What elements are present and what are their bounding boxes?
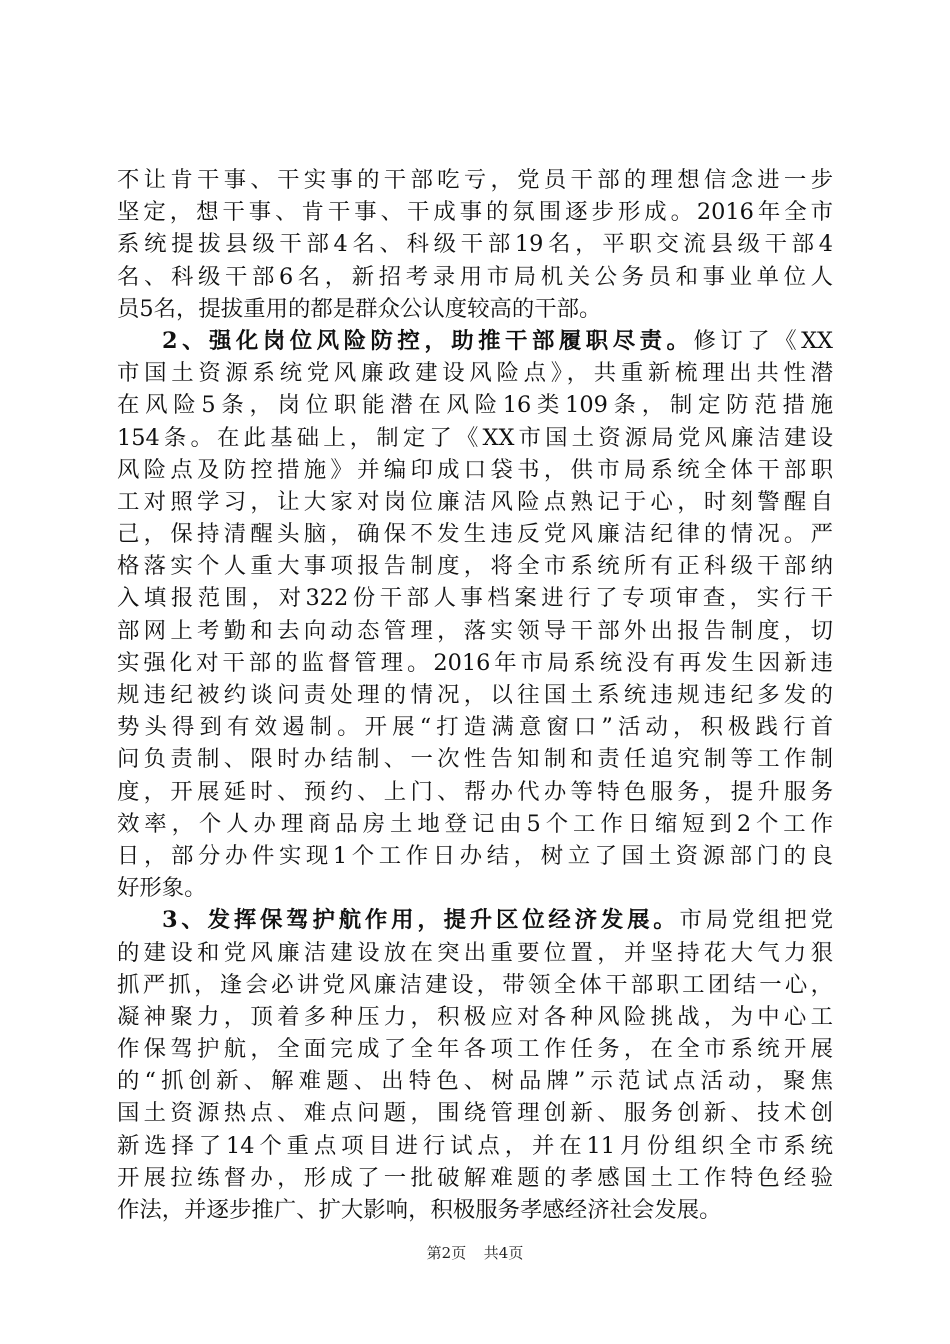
section-heading: 3、发挥保驾护航作用，提升区位经济发展。	[162, 907, 680, 934]
text-line: 员5名，提拔重用的都是群众公认度较高的干部。	[117, 295, 602, 322]
text-line: 好形象。	[117, 875, 207, 902]
paragraph-first-line	[117, 325, 833, 357]
text-line: 己，保持清醒头脑，确保不发生违反党风廉洁纪律的情况。严	[117, 521, 833, 548]
text-line: 实强化对干部的监督管理。2016年市局系统没有再发生因新违	[117, 649, 833, 676]
text-segment: 修订了《XX	[693, 327, 833, 354]
text-segment: 市局党组把党	[679, 907, 833, 934]
text-line: 工对照学习，让大家对岗位廉洁风险点熟记于心，时刻警醒自	[117, 488, 833, 515]
text-line: 日，部分办件实现1个工作日办结，树立了国土资源部门的良	[117, 842, 833, 869]
text-line: 格落实个人重大事项报告制度，将全市系统所有正科级干部纳	[117, 553, 833, 580]
text-line: 度，开展延时、预约、上门、帮办代办等特色服务，提升服务	[117, 778, 833, 805]
text-line: 入填报范围，对322份干部人事档案进行了专项审查，实行干	[117, 585, 833, 612]
text-line: 新选择了14个重点项目进行试点，并在11月份组织全市系统	[117, 1132, 833, 1159]
paragraph	[117, 904, 833, 1226]
paragraph	[117, 325, 833, 904]
text-line: 问负责制、限时办结制、一次性告知制和责任追究制等工作制	[117, 746, 833, 773]
page-total: 共4页	[483, 1244, 524, 1262]
text-line: 154条。在此基础上，制定了《XX市国土资源局党风廉洁建设	[117, 424, 833, 451]
text-line: 风险点及防控措施》并编印成口袋书，供市局系统全体干部职	[117, 456, 833, 483]
text-line: 开展拉练督办，形成了一批破解难题的孝感国土工作特色经验	[117, 1164, 833, 1191]
text-line: 的“抓创新、解难题、出特色、树品牌”示范试点活动，聚焦	[117, 1068, 833, 1095]
text-line: 规违纪被约谈问责处理的情况，以往国土系统违规违纪多发的	[117, 682, 833, 708]
text-line: 抓严抓，逢会必讲党风廉洁建设，带领全体干部职工团结一心，	[117, 971, 833, 998]
page-footer	[0, 1243, 950, 1263]
text-line: 坚定，想干事、肯干事、干成事的氛围逐步形成。2016年全市	[117, 199, 833, 226]
paragraph	[117, 164, 833, 325]
text-line: 势头得到有效遏制。开展“打造满意窗口”活动，积极践行首	[117, 714, 833, 741]
document-body	[117, 164, 833, 1226]
text-line: 部网上考勤和去向动态管理，落实领导干部外出报告制度，切	[117, 617, 833, 644]
text-line: 作法，并逐步推广、扩大影响，积极服务孝感经济社会发展。	[117, 1197, 722, 1223]
section-heading: 2、强化岗位风险防控，助推干部履职尽责。	[162, 327, 694, 354]
text-line: 不让肯干事、干实事的干部吃亏，党员干部的理想信念进一步	[117, 167, 833, 193]
text-line: 名、科级干部6名，新招考录用市局机关公务员和事业单位人	[117, 263, 833, 290]
text-line: 市国土资源系统党风廉政建设风险点》，共重新梳理出共性潜	[117, 360, 833, 387]
text-line: 在风险5条，岗位职能潜在风险16类109条，制定防范措施	[117, 392, 833, 419]
text-line: 效率，个人办理商品房土地登记由5个工作日缩短到2个工作	[117, 810, 833, 837]
text-line: 国土资源热点、难点问题，围绕管理创新、服务创新、技术创	[117, 1100, 833, 1127]
text-line: 作保驾护航，全面完成了全年各项工作任务，在全市系统开展	[117, 1036, 833, 1063]
text-line: 的建设和党风廉洁建设放在突出重要位置，并坚持花大气力狠	[117, 939, 833, 966]
text-line: 系统提拔县级干部4名、科级干部19名，平职交流县级干部4	[117, 231, 833, 258]
paragraph-first-line	[117, 904, 833, 936]
page-number: 第2页	[426, 1244, 467, 1262]
text-line: 凝神聚力，顶着多种压力，积极应对各种风险挑战，为中心工	[117, 1003, 833, 1030]
